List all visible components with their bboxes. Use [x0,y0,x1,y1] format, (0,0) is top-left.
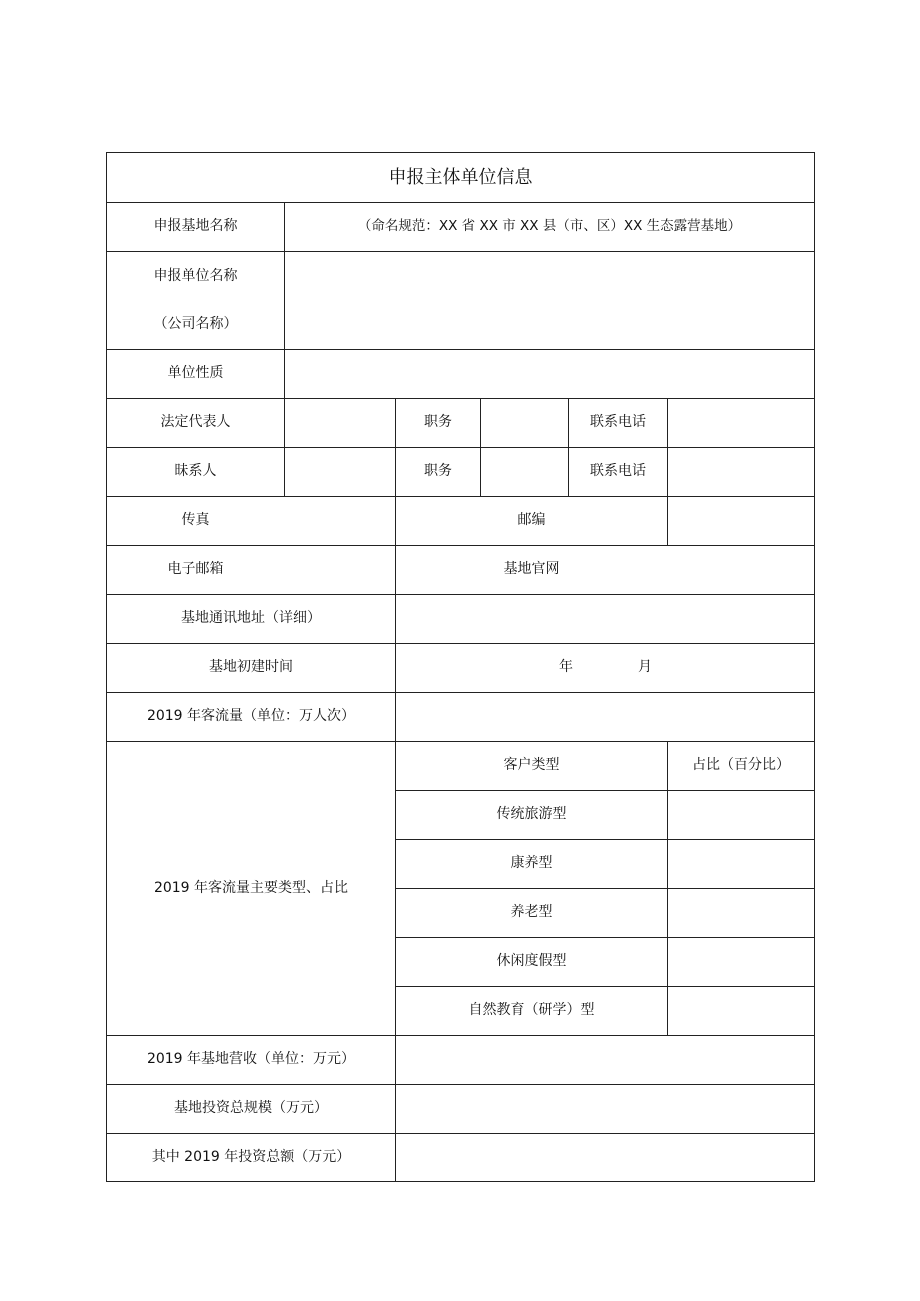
build-time-input[interactable] [396,643,814,692]
unit-nature-input[interactable] [285,349,814,398]
fax-input[interactable] [285,496,395,545]
website-input[interactable] [668,545,814,594]
contact-position-label: 职务 [424,463,452,480]
postcode-input[interactable] [668,496,814,545]
address-input[interactable] [396,594,814,643]
visitor-types-header-type: 客户类型 [503,757,560,774]
legal-rep-phone-input[interactable] [668,398,814,447]
legal-rep-phone-label: 联系电话 [590,414,646,431]
email-label: 电子邮箱 [167,561,224,578]
revenue-2019-input[interactable] [396,1035,814,1084]
unit-name-label-line1: 申报单位名称 [153,267,238,284]
investment-total-input[interactable] [396,1084,814,1133]
revenue-2019-label: 2019 年基地营收（单位：万元） [146,1051,356,1068]
contact-input[interactable] [285,447,395,496]
visitors-2019-label: 2019 年客流量（单位：万人次） [146,708,356,725]
unit-name-input[interactable] [285,251,814,349]
legal-rep-input[interactable] [285,398,395,447]
contact-position-input[interactable] [481,447,568,496]
unit-nature-label: 单位性质 [167,365,224,382]
form-title: 申报主体单位信息 [388,166,533,188]
postcode-label: 邮编 [517,512,546,529]
visitor-type-share-input[interactable] [668,790,814,839]
visitor-type-row-label: 休闲度假型 [496,953,567,970]
visitor-type-share-input[interactable] [668,937,814,986]
visitor-type-share-input[interactable] [668,839,814,888]
legal-rep-label: 法定代表人 [160,414,231,431]
build-time-year-label: 年 [559,659,573,676]
visitor-type-share-input[interactable] [668,986,814,1035]
unit-name-label-line2: （公司名称） [153,316,238,332]
base-name-label: 申报基地名称 [153,218,238,235]
investment-2019-input[interactable] [396,1133,814,1181]
base-name-input[interactable]: （命名规范：XX 省 XX 市 XX 县（市、区）XX 生态露营基地） [357,217,742,234]
contact-phone-input[interactable] [668,447,814,496]
website-label: 基地官网 [503,561,560,578]
contact-label: 昧系人 [174,463,217,480]
fax-label: 传真 [181,512,210,529]
visitor-type-share-input[interactable] [668,888,814,937]
address-label: 基地通讯地址（详细） [181,610,321,627]
visitor-type-row-label: 传统旅游型 [496,806,567,823]
contact-phone-label: 联系电话 [590,463,646,480]
investment-2019-label: 其中 2019 年投资总额（万元） [151,1148,351,1165]
visitor-types-label: 2019 年客流量主要类型、占比 [153,879,349,896]
visitor-type-row-label: 养老型 [510,904,553,921]
visitors-2019-input[interactable] [396,692,814,741]
investment-total-label: 基地投资总规模（万元） [174,1100,328,1117]
legal-rep-position-input[interactable] [481,398,568,447]
visitor-type-row-label: 自然教育（研学）型 [468,1002,595,1019]
visitor-type-row-label: 康养型 [510,855,553,872]
application-form-table [106,152,815,1182]
build-time-month-label: 月 [638,659,652,676]
unit-name-label [107,251,284,349]
email-input[interactable] [285,545,395,594]
legal-rep-position-label: 职务 [424,414,452,431]
visitor-types-header-share: 占比（百分比） [692,757,790,774]
build-time-label: 基地初建时间 [209,659,293,676]
